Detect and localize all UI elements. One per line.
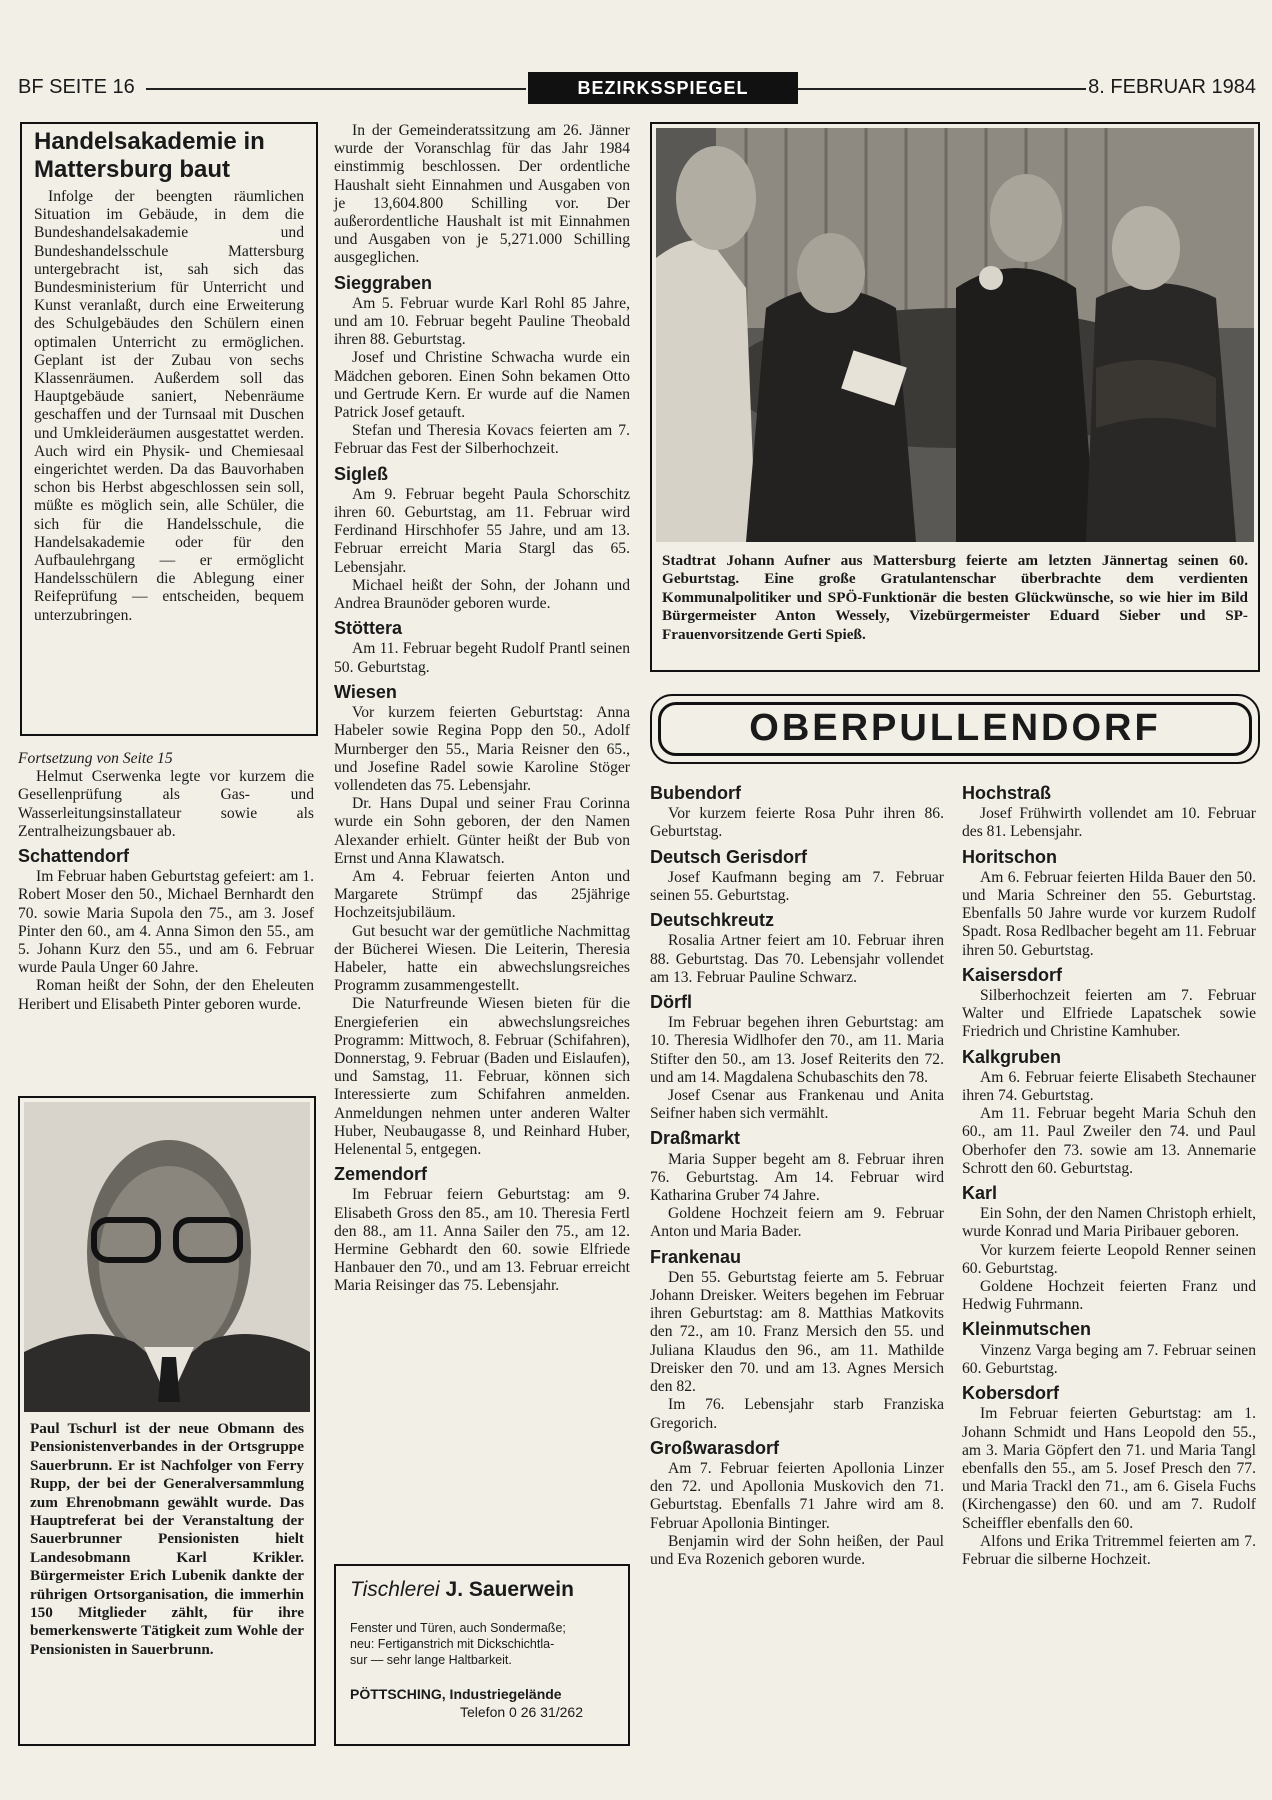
town-heading: Kleinmutschen [962,1319,1092,1340]
photo-caption: Paul Tschurl ist der neue Obmann des Pensionistenverbandes in der Ortsgruppe Sauerbrunn. Er ist Nachfolger von Ferry Rupp, der bei der Generalversammlung zum Ehrenobmann gewählt wurde. Das Hauptreferat bei der Veranstaltung der Sauerbrunner Pensionisten hielt Landesobmann Karl Krikler. Bürgermeister Erich Lubenik dankte der rührigen Ortsorganisation, die immerhin 150 Mitglieder zählt, für ihre bemerkenswerte Tätigkeit zum Wohle der Pensionisten in Sauerbrunn. [30,1420,304,1658]
article-headline-line2: Mattersburg baut [34,156,231,183]
paragraph: Michael heißt der Sohn, der Johann und Andrea Braunöder geboren wurde. [334,576,630,613]
paragraph: Am 4. Februar feierten Anton und Margarete Strümpf das 25jährige Hochzeitsjubiläum. [334,867,630,922]
paragraph: Am 5. Februar wurde Karl Rohl 85 Jahre, und am 10. Februar begeht Pauline Theobald ihren 88. Geburtstag. [334,294,630,349]
page-number: BF SEITE 16 [18,76,135,98]
paragraph: Vor kurzem feierte Rosa Puhr ihren 86. Geburtstag. [650,805,944,841]
paragraph: Josef Frühwirth vollendet am 10. Februar des 81. Lebensjahr. [962,805,1256,841]
region-banner [650,694,1260,764]
advertisement-tischlerei [334,1564,630,1746]
town-heading: Sieggraben [334,272,433,293]
paragraph: Im Februar haben Geburtstag gefeiert: am 1. Robert Moser den 50., Michael Bernhardt den 70. sowie Maria Supola den 75., am 3. Josef Pinter den 60., am 4. Anna Simon den 55., am 5. Johann Kurz den 55., und am 6. Februar wurde Paula Unger 60 Jahre. [18,868,314,977]
town-heading: Großwarasdorf [650,1437,780,1458]
town-heading: Deutschkreutz [650,910,775,931]
header-rule-left [146,88,526,90]
town-heading: Deutsch Gerisdorf [650,846,808,867]
paragraph: Josef Kaufmann beging am 7. Februar seinen 55. Geburtstag. [650,868,944,905]
page-header [18,72,1256,102]
paragraph: Am 9. Februar begeht Paula Schorschitz ihren 60. Geburtstag, am 11. Februar wird Ferdinand Hirschhofer 55 Jahre, und am 13. Februar erreicht Maria Stargl das 65. Lebensjahr. [334,485,630,576]
paragraph: Stefan und Theresia Kovacs feierten am 7. Februar das Fest der Silberhochzeit. [334,422,630,458]
paragraph: Rosalia Artner feiert am 10. Februar ihren 88. Geburtstag. Das 70. Lebensjahr vollendet am 13. Februar Pauline Schwarz. [650,932,944,986]
town-heading: Hochstraß [962,783,1052,803]
paragraph: Josef Csenar aus Frankenau und Anita Seifner haben sich vermählt. [650,1087,944,1123]
paragraph: Benjamin wird der Sohn heißen, der Paul und Eva Rozenich geboren wurde. [650,1532,944,1568]
town-heading: Sigleß [334,463,389,484]
paragraph: Am 11. Februar begeht Rudolf Prantl seinen 50. Geburtstag. [334,640,630,676]
section-title: BEZIRKSSPIEGEL [528,72,798,104]
ad-phone: Telefon 0 26 31/262 [460,1704,583,1720]
town-heading: Kaisersdorf [962,964,1063,985]
town-heading: Kobersdorf [962,1383,1060,1404]
town-heading: Dörfl [650,992,692,1013]
article-box-handelsakademie [20,122,318,736]
paragraph: Die Naturfreunde Wiesen bieten für die Energieferien ein abwechslungsreiches Programm: Mittwoch, 8. Februar (Schifahren), Donnerstag, 9. Februar (Baden und Eislaufen), und Samstag, 11. Februar, können sich Interessierte zum Schifahren anmelden. Anmeldungen nehmen unter anderen Walter Huber, Neubaugasse 8, und Reinhard Huber, Helenental 5, entgegen. [334,995,630,1158]
paragraph: Goldene Hochzeit feiern am 9. Februar Anton und Maria Bader. [650,1205,944,1241]
ad-title-bold: J. Sauerwein [445,1578,574,1601]
paragraph: Ein Sohn, der den Namen Christoph erhielt, wurde Konrad und Maria Piribauer geboren. [962,1205,1256,1241]
column-1 [18,750,314,1014]
ad-description [350,1620,628,1668]
town-heading: Kalkgruben [962,1046,1062,1067]
ad-line: Fenster und Türen, auch Sondermaße; [350,1621,566,1635]
ad-line: sur — sehr lange Haltbarkeit. [350,1653,512,1667]
paragraph: Am 7. Februar feierten Apollonia Linzer den 72. und Apollonia Muskovich den 71. Geburtstag. Ebenfalls 71 Jahre wird am 8. Februar Apollonia Bintinger. [650,1459,944,1532]
paragraph: Maria Supper begeht am 8. Februar ihren 76. Geburtstag. Am 14. Februar wird Katharina Gruber 74 Jahre. [650,1150,944,1205]
paragraph: Am 6. Februar feierte Elisabeth Stechauner ihren 74. Geburtstag. [962,1068,1256,1105]
town-heading: Bubendorf [650,783,741,803]
town-heading: Schattendorf [18,846,130,867]
paragraph: Goldene Hochzeit feierten Franz und Hedwig Fuhrmann. [962,1278,1256,1314]
paragraph: Roman heißt der Sohn, der den Eheleuten Heribert und Elisabeth Pinter geboren wurde. [18,977,314,1013]
paragraph: Alfons und Erika Tritremmel feierten am 7. Februar die silberne Hochzeit. [962,1532,1256,1568]
ad-title [350,1578,628,1602]
article-body: Infolge der beengten räumlichen Situation im Gebäude, in dem die Bundeshandelsakademie und Bundeshandelsschule Mattersburg untergebracht ist, sah sich das Bundesministerium für Unterricht und Kunst veranlaßt, durch eine Erweiterung des Schulgebäudes den Schülern einen optimalen Unterricht zu ermöglichen. Geplant ist der Zubau von sechs Klassenräumen. Außerdem soll das Hauptgebäude saniert, Nebenräume geschaffen und der Turnsaal mit Duschen und Umkleideräumen ausgestattet werden. Auch wird ein Physik- und Chemiesaal eingerichtet werden. Da das Bauvorhaben schon bis Herbst abgeschlossen sein soll, müßte es möglich sein, alle Schüler, die sich für die Handelsschule, die Handelsakademie oder für den Aufbaulehrgang — er ermöglicht Handelsschülern die Ablegung einer Reifeprüfung — entscheiden, bequem unterzubringen. [34,188,304,624]
continuation-note: Fortsetzung von Seite 15 [18,750,173,767]
paragraph: Dr. Hans Dupal und seiner Frau Corinna wurde ein Sohn geboren, der den Namen Alexander erhielt. Günter heißt der Bub von Ernst und Anna Klawatsch. [334,795,630,867]
photo-box-tschurl [18,1096,316,1746]
town-heading: Stöttera [334,618,403,639]
town-heading: Horitschon [962,846,1058,867]
photo-caption: Stadtrat Johann Aufner aus Mattersburg feierte am letzten Jännertag seinen 60. Geburtstag. Eine große Gratulantenschar überbrachte dem verdienten Kommunalpolitiker und SPÖ-Funktionär die besten Glückwünsche, so wie hier im Bild Bürgermeister Anton Wessely, Vizebürgermeister Eduard Sieber und SP-Frauenvorsitzende Gerti Spieß. [662,552,1248,643]
paragraph: Im Februar feierten Geburtstag: am 1. Johann Schmidt und Hans Leopold den 55., am 3. Maria Göpfert den 71. und Maria Tangl ebenfalls den 55., am 5. Josef Presch den 77. und Maria Trackl den 71., am 6. Gisela Fuchs (Kirchengasse) den 60. und am 7. Rudolf Scheiffler ebenfalls den 60. [962,1405,1256,1532]
paragraph: Im 76. Lebensjahr starb Franziska Gregorich. [650,1396,944,1432]
paragraph: Josef und Christine Schwacha wurde ein Mädchen geboren. Einen Sohn bekamen Otto und Gertrude Kern. Er wurde auf die Namen Patrick Josef getauft. [334,349,630,422]
article-headline-line1: Handelsakademie in [34,128,265,155]
portrait-photo [24,1102,310,1412]
paragraph: Silberhochzeit feierten am 7. Februar Walter und Elfriede Lapatschek sowie Friedrich und Christine Kamhuber. [962,987,1256,1041]
column-2 [334,122,630,1296]
ad-title-light: Tischlerei [350,1578,440,1601]
paragraph: Im Februar begehen ihren Geburtstag: am 10. Theresia Widlhofer den 70., am 11. Maria Stifter den 50., am 13. Josef Reiterits den 72. und am 14. Magdalena Schubaschits den 78. [650,1014,944,1086]
paragraph: In der Gemeinderatssitzung am 26. Jänner wurde der Voranschlag für das Jahr 1984 einstimmig beschlossen. Der ordentliche Haushalt sieht Einnahmen und Ausgaben von je 13,604.800 Schilling vor. Der außerordentliche Haushalt ist mit Einnahmen und Ausgaben von je 5,271.000 Schilling ausgeglichen. [334,122,630,267]
photo-box-aufner [650,122,1260,672]
paragraph: Vor kurzem feierte Leopold Renner seinen 60. Geburtstag. [962,1241,1256,1277]
paragraph: Gut besucht war der gemütliche Nachmittag der Bücherei Wiesen. Die Leiterin, Theresia Habeler, hatte ein abwechslungsreiches Programm zusammengestellt. [334,922,630,995]
town-heading: Wiesen [334,681,397,702]
issue-date: 8. FEBRUAR 1984 [1088,76,1256,98]
column-4 [962,784,1256,1569]
column-3 [650,784,944,1569]
ad-location: PÖTTSCHING, Industriegelände [350,1686,562,1702]
group-photo [656,128,1254,542]
town-heading: Zemendorf [334,1164,428,1185]
town-heading: Karl [962,1183,998,1204]
ad-line: neu: Fertiganstrich mit Dickschichtla- [350,1637,555,1651]
paragraph: Im Februar feiern Geburtstag: am 9. Elisabeth Gross den 85., am 10. Theresia Fertl den 88., am 11. Anna Sailer den 75., am 12. Hermine Gebhardt den 60. sowie Elfriede Hanbauer den 70., und am 13. Februar erreicht Maria Reisinger das 75. Lebensjahr. [334,1186,630,1295]
paragraph: Am 11. Februar begeht Maria Schuh den 60., am 11. Paul Zweiler den 74. und Paul Oberhofer den 73. sowie am 13. Annemarie Schrott den 60. Geburtstag. [962,1105,1256,1177]
town-heading: Draßmarkt [650,1128,741,1149]
region-title: OBERPULLENDORF [658,702,1252,756]
paragraph: Vinzenz Varga beging am 7. Februar seinen 60. Geburtstag. [962,1341,1256,1377]
paragraph: Den 55. Geburtstag feierte am 5. Februar Johann Dreisker. Weiters begehen im Februar ihren Geburtstag: am 8. Matthias Matkovits den 72., am 10. Franz Mersich den 55. und Juliana Klaudus den 96., am 11. Mathilde Dreisker den 70. und am 13. Agnes Mersich den 82. [650,1268,944,1396]
town-heading: Frankenau [650,1246,742,1267]
paragraph: Am 6. Februar feierten Hilda Bauer den 50. und Maria Schreiner den 55. Geburtstag. Ebenfalls 50 Jahre wurde vor kurzem Rudolf Spadt. Rosa Redlbacher begeht am 11. Februar ihren 50. Geburtstag. [962,868,1256,959]
paragraph: Helmut Cserwenka legte vor kurzem die Gesellenprüfung als Gas- und Wasserleitungsinstallateur sowie als Zentralheizungsbauer ab. [18,768,314,840]
paragraph: Vor kurzem feierten Geburtstag: Anna Habeler sowie Regina Popp den 50., Adolf Murnberger den 55., Maria Reisner den 65., und Josefine Radel sowie Karoline Stöger vollendeten das 75. Lebensjahr. [334,704,630,794]
header-rule-right [798,88,1086,90]
